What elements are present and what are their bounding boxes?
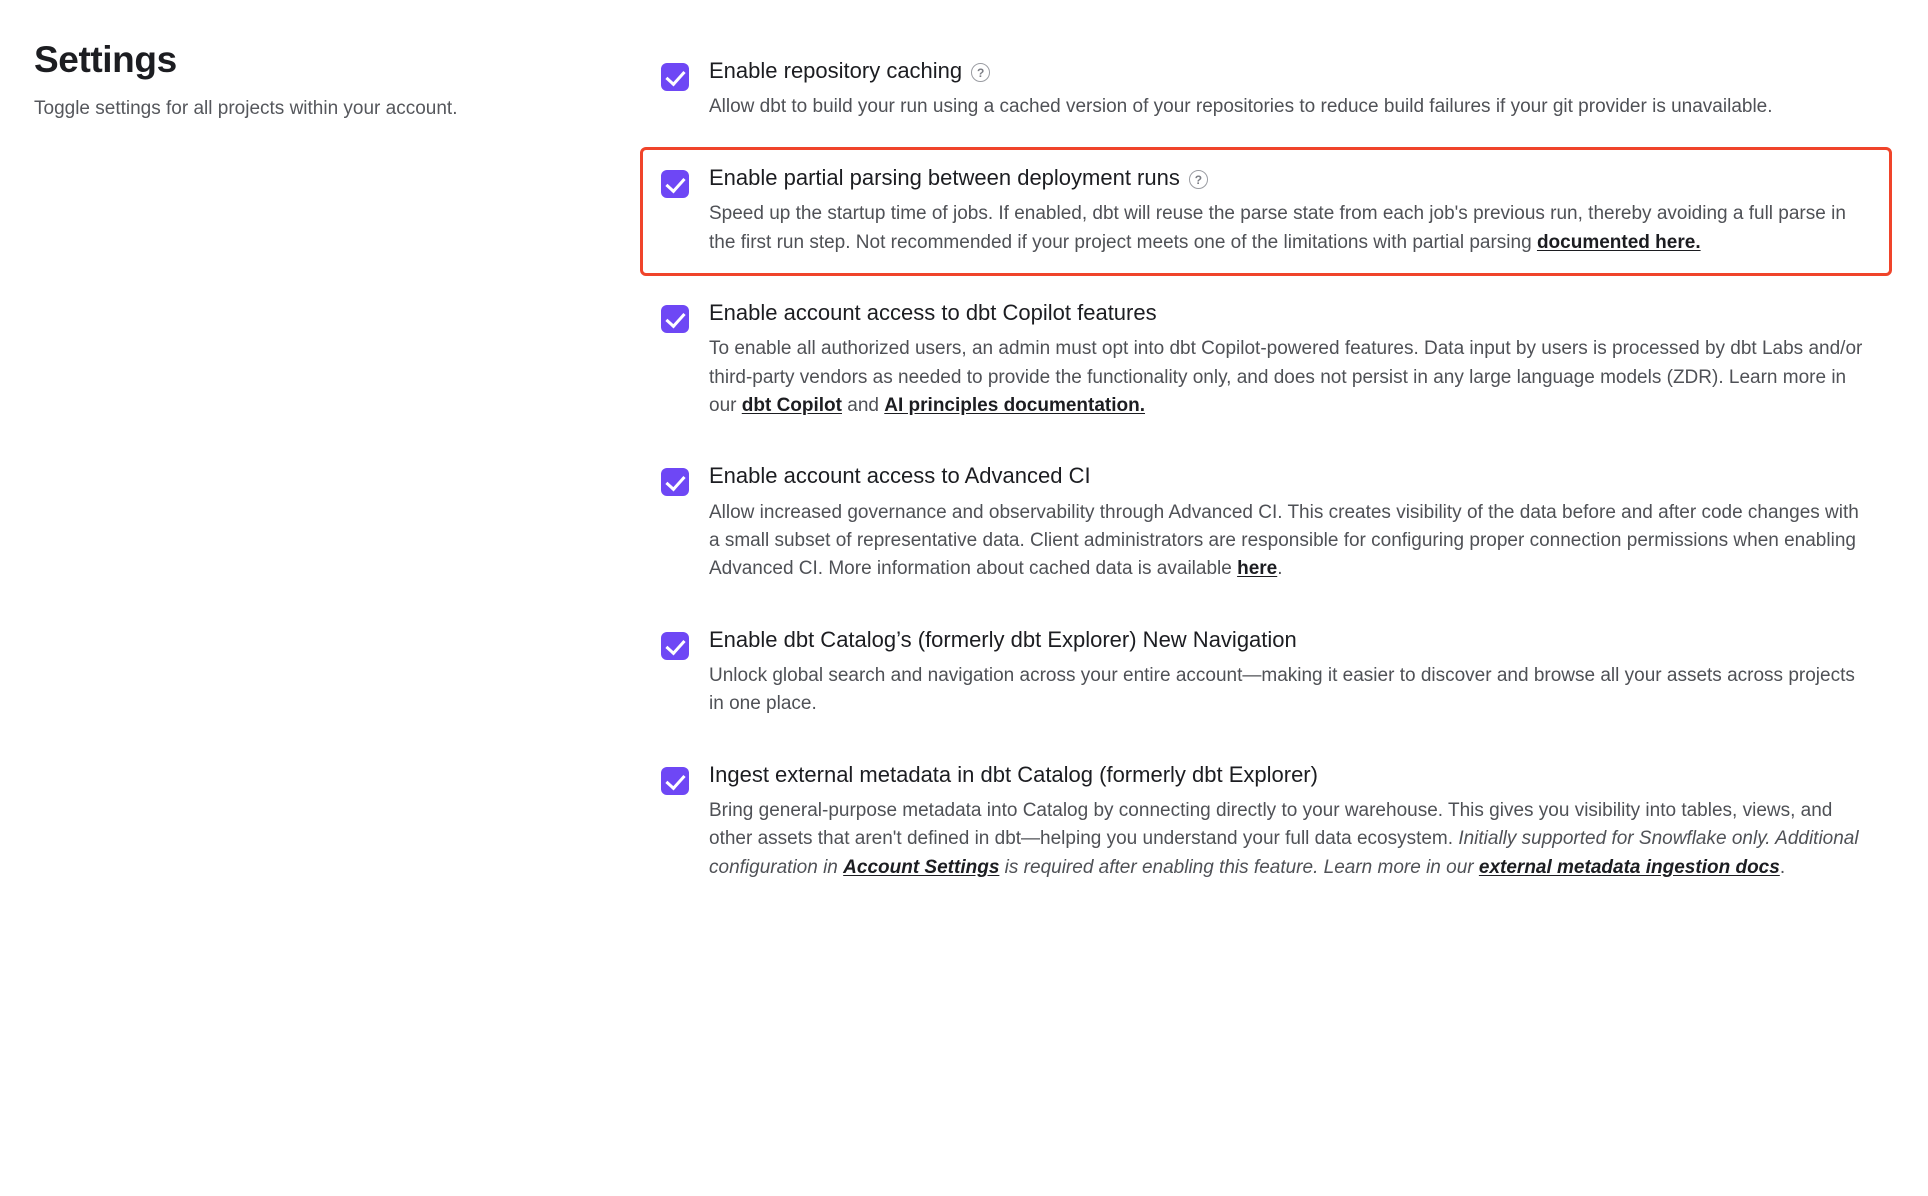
setting-label-text: Enable account access to Advanced CI: [709, 463, 1091, 489]
setting-body-dbt-copilot: [709, 298, 1871, 420]
description-text: Bring general-purpose metadata into Catalog by connecting directly to your warehouse. This gives you visibility into tables, views, and other assets that aren't defined in dbt—helping you understand your full data ecosystem.: [709, 800, 1833, 850]
setting-label-text: Enable dbt Catalog’s (formerly dbt Explorer) New Navigation: [709, 626, 1297, 652]
setting-description-advanced-ci: [709, 499, 1869, 584]
description-link[interactable]: dbt Copilot: [741, 394, 842, 416]
description-text: Initially supported for Snowflake only. Additional configuration in: [709, 828, 1859, 878]
setting-body-partial-parsing: [709, 163, 1871, 257]
setting-description-repository-caching: Allow dbt to build your run using a cached version of your repositories to reduce build failures if your git provider is unavailable.: [709, 96, 1773, 118]
help-icon[interactable]: ?: [971, 63, 990, 82]
checkbox-dbt-copilot[interactable]: [661, 305, 689, 333]
setting-label-text: Enable repository caching: [709, 58, 963, 83]
description-text: .: [1277, 558, 1283, 580]
setting-body-catalog-new-navigation: [709, 625, 1871, 719]
setting-label-ingest-external-metadata: [709, 760, 1871, 789]
setting-label-text: Enable account access to dbt Copilot features: [709, 299, 1157, 325]
setting-row-advanced-ci: [640, 445, 1892, 602]
page-subtitle: Toggle settings for all projects within your account.: [34, 97, 458, 119]
setting-body-repository-caching: [709, 56, 1871, 122]
setting-label-repository-caching: [709, 56, 1871, 85]
setting-label-catalog-new-navigation: [709, 625, 1871, 654]
page-title: Settings: [34, 39, 177, 80]
description-link[interactable]: AI principles documentation.: [884, 394, 1146, 416]
checkbox-catalog-new-navigation[interactable]: [661, 632, 689, 660]
setting-description-partial-parsing: [709, 200, 1869, 257]
setting-row-partial-parsing: [640, 147, 1892, 276]
setting-row-dbt-copilot: [640, 282, 1892, 439]
checkbox-repository-caching[interactable]: [661, 63, 689, 91]
description-link[interactable]: Account Settings: [843, 856, 1000, 878]
setting-row-repository-caching: [640, 40, 1892, 141]
checkbox-advanced-ci[interactable]: [661, 468, 689, 496]
description-text: Allow increased governance and observability through Advanced CI. This creates visibility of the data before and after code changes with a small subset of representative data. Client administrators are responsible for configuring proper connection permissions when enabling Advanced CI. More information about cached data is available: [709, 501, 1859, 580]
description-text: Speed up the startup time of jobs. If enabled, dbt will reuse the parse state from each job's previous run, thereby avoiding a full parse in the first run step. Not recommended if your project meets one of the limitations with partial parsing: [709, 203, 1846, 253]
settings-header-column: [0, 34, 640, 122]
description-link[interactable]: external metadata ingestion docs: [1478, 856, 1780, 878]
setting-label-text: Enable partial parsing between deployment runs: [709, 164, 1180, 190]
help-icon[interactable]: ?: [1189, 170, 1208, 189]
setting-body-advanced-ci: [709, 461, 1871, 583]
setting-description-dbt-copilot: [709, 335, 1869, 420]
setting-label-dbt-copilot: [709, 298, 1871, 327]
checkbox-partial-parsing[interactable]: [661, 170, 689, 198]
description-text: and: [842, 394, 885, 416]
description-text: To enable all authorized users, an admin must opt into dbt Copilot-powered features. Data input by users is processed by dbt Labs and/or third-party vendors as needed to provide the functionality only, and does not persist in any large language models (ZDR). Learn more in our: [709, 338, 1863, 416]
setting-description-catalog-new-navigation: Unlock global search and navigation across your entire account—making it easier to discover and browse all your assets across projects in one place.: [709, 665, 1855, 715]
description-text: is required after enabling this feature. Learn more in our: [999, 856, 1479, 878]
setting-label-advanced-ci: [709, 461, 1871, 490]
setting-label-partial-parsing: [709, 163, 1871, 192]
description-text: .: [1779, 856, 1786, 878]
checkbox-ingest-external-metadata[interactable]: [661, 767, 689, 795]
description-link[interactable]: here: [1237, 558, 1278, 580]
setting-body-ingest-external-metadata: [709, 760, 1871, 882]
settings-list: [640, 34, 1928, 907]
settings-layout: [0, 34, 1928, 907]
setting-row-catalog-new-navigation: [640, 609, 1892, 738]
setting-label-text: Ingest external metadata in dbt Catalog (formerly dbt Explorer): [709, 761, 1318, 787]
description-link[interactable]: documented here.: [1536, 231, 1701, 253]
setting-row-ingest-external-metadata: [640, 744, 1892, 901]
setting-description-ingest-external-metadata: [709, 797, 1869, 882]
